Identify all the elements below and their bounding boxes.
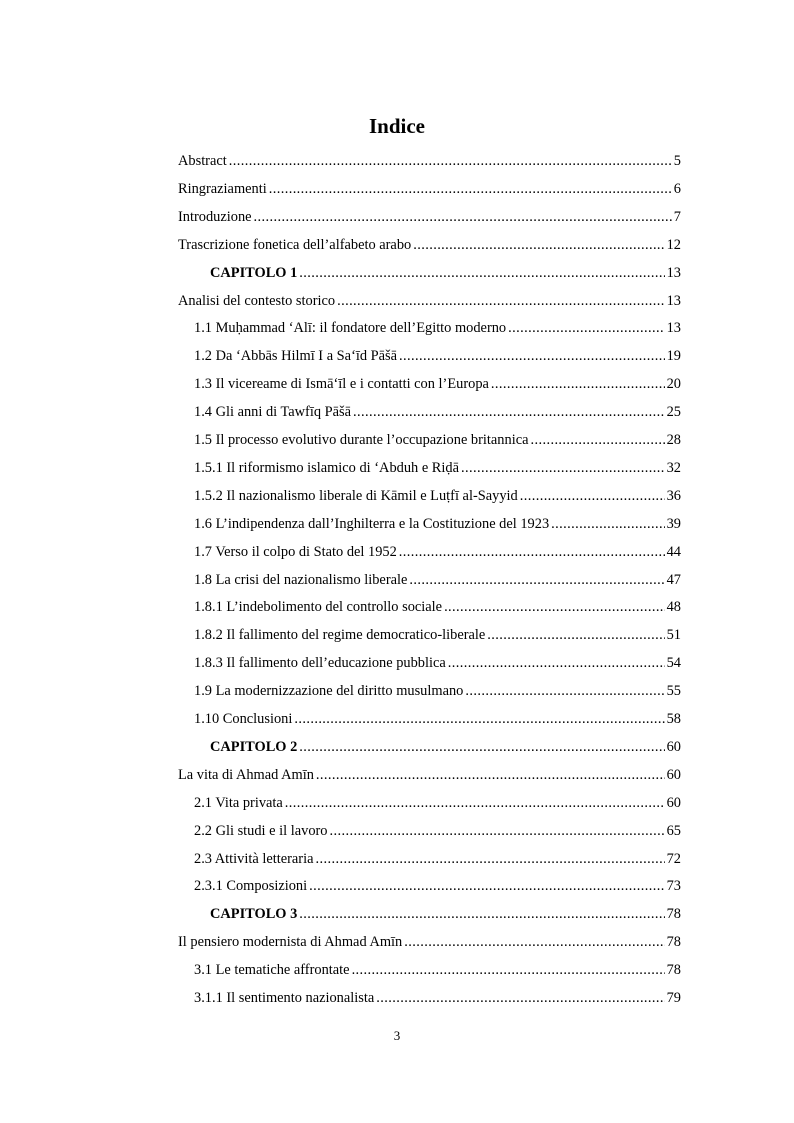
toc-entry-page: 72 — [666, 850, 681, 867]
toc-dot-leader — [399, 542, 665, 562]
toc-entry-page: 28 — [666, 432, 681, 448]
toc-entry-label: 3.1 Le tematiche affrontate — [194, 962, 350, 979]
toc-dot-leader — [413, 235, 664, 255]
toc-entry-page: 48 — [666, 599, 681, 616]
toc-entry[interactable] — [194, 597, 681, 617]
toc-entry[interactable] — [178, 151, 681, 171]
toc-dot-leader — [461, 458, 665, 478]
toc-entry-label: CAPITOLO 2 — [210, 738, 298, 755]
toc-dot-leader — [229, 151, 672, 171]
toc-dot-leader — [330, 821, 665, 841]
toc-entry-label: Introduzione — [178, 208, 252, 225]
toc-entry-page: 60 — [666, 738, 681, 755]
toc-entry[interactable] — [194, 430, 681, 450]
toc-entry-page: 65 — [666, 822, 681, 839]
toc-entry-page: 51 — [666, 627, 681, 644]
toc-entry-page: 73 — [666, 878, 681, 895]
toc-entry[interactable] — [178, 179, 681, 199]
toc-entry-label: 2.2 Gli studi e il lavoro — [194, 822, 328, 839]
toc-entry-page: 58 — [666, 711, 681, 727]
toc-dot-leader — [315, 849, 664, 869]
toc-entry[interactable] — [194, 709, 681, 729]
toc-entry-page: 44 — [666, 543, 681, 560]
toc-entry-page: 79 — [666, 990, 681, 1006]
toc-dot-leader — [299, 263, 664, 283]
toc-entry[interactable] — [194, 653, 681, 673]
toc-entry-label: 1.10 Conclusioni — [194, 711, 293, 727]
toc-entry[interactable] — [194, 849, 681, 869]
toc-dot-leader — [376, 988, 664, 1008]
toc-entry[interactable] — [210, 904, 681, 924]
toc-entry-page: 32 — [666, 459, 681, 476]
toc-entry[interactable] — [178, 235, 681, 255]
toc-entry[interactable] — [210, 737, 681, 757]
toc-dot-leader — [508, 318, 664, 338]
toc-entry-page: 25 — [666, 404, 681, 421]
page-title: Indice — [368, 114, 425, 138]
toc-entry-label: 1.3 Il vicereame di Ismāʻīl e i contatti con l’Europa — [194, 376, 489, 393]
toc-entry-page: 78 — [666, 934, 681, 951]
toc-entry-label: 1.5 Il processo evolutivo durante l’occupazione britannica — [194, 432, 529, 448]
toc-dot-leader — [465, 681, 664, 701]
toc-dot-leader — [491, 374, 665, 394]
toc-entry-page: 60 — [666, 794, 681, 811]
toc-entry-page: 13 — [666, 264, 681, 281]
toc-entry[interactable] — [178, 765, 681, 785]
toc-entry[interactable] — [194, 793, 681, 813]
toc-dot-leader — [448, 653, 665, 673]
toc-dot-leader — [337, 291, 665, 311]
toc-entry[interactable] — [178, 207, 681, 227]
toc-entry-label: 2.3.1 Composizioni — [194, 878, 308, 895]
toc-entry-page: 39 — [666, 515, 681, 532]
toc-entry-page: 12 — [666, 236, 681, 253]
toc-dot-leader — [551, 514, 664, 534]
toc-entry-label: 1.4 Gli anni di Tawfīq Pāšā — [194, 404, 352, 421]
toc-entry[interactable] — [210, 263, 681, 283]
toc-entry-page: 60 — [666, 766, 681, 783]
toc-entry-page: 78 — [666, 906, 681, 923]
toc-entry[interactable] — [194, 876, 681, 896]
toc-entry-page: 13 — [666, 292, 681, 309]
toc-entry[interactable] — [194, 821, 681, 841]
toc-dot-leader — [285, 793, 665, 813]
toc-dot-leader — [409, 570, 664, 590]
toc-entry-label: 1.8.3 Il fallimento dell’educazione pubblica — [194, 655, 446, 672]
toc-entry[interactable] — [194, 458, 681, 478]
toc-entry[interactable] — [194, 960, 681, 980]
toc-entry[interactable] — [194, 374, 681, 394]
toc-entry-page: 19 — [666, 348, 681, 365]
toc-entry-page: 7 — [673, 208, 681, 225]
toc-entry-page: 6 — [673, 180, 681, 197]
toc-entry[interactable] — [194, 318, 681, 338]
toc-entry-page: 20 — [666, 376, 681, 393]
toc-entry-label: Analisi del contesto storico — [178, 292, 336, 309]
toc-dot-leader — [444, 597, 665, 617]
toc-entry[interactable] — [178, 932, 681, 952]
toc-entry-label: 1.9 La modernizzazione del diritto musulmano — [194, 683, 464, 700]
toc-entry-page: 54 — [666, 655, 681, 672]
toc-entry-label: 1.8.2 Il fallimento del regime democratico-liberale — [194, 627, 486, 644]
toc-entry-label: 3.1.1 Il sentimento nazionalista — [194, 990, 375, 1006]
toc-entry-label: 1.2 Da ʻAbbās Hilmī I a Saʻīd Pāšā — [194, 348, 398, 365]
toc-dot-leader — [294, 709, 664, 729]
toc-entry[interactable] — [194, 346, 681, 366]
toc-entry-label: 2.3 Attività letteraria — [194, 850, 314, 867]
toc-entry-label: 1.5.1 Il riformismo islamico di ʻAbduh e Riḍā — [194, 459, 459, 476]
toc-entry-label: 2.1 Vita privata — [194, 794, 283, 811]
toc-entry-label: 1.8.1 L’indebolimento del controllo sociale — [194, 599, 443, 616]
toc-dot-leader — [309, 876, 664, 896]
toc-entry-label: CAPITOLO 1 — [210, 264, 298, 281]
toc-entry-page: 36 — [666, 487, 681, 504]
toc-entry-label: Ringraziamenti — [178, 180, 267, 197]
toc-entry-label: 1.8 La crisi del nazionalismo liberale — [194, 571, 408, 588]
toc-entry[interactable] — [194, 402, 681, 422]
toc-entry-label: Abstract — [178, 153, 227, 169]
toc-entry[interactable] — [194, 542, 681, 562]
toc-entry-page: 47 — [666, 571, 681, 588]
toc-dot-leader — [520, 486, 665, 506]
toc-dot-leader — [353, 402, 665, 422]
toc-dot-leader — [254, 207, 672, 227]
toc-dot-leader — [316, 765, 665, 785]
toc-entry-label: 1.7 Verso il colpo di Stato del 1952 — [194, 543, 397, 560]
toc-dot-leader — [269, 179, 672, 199]
page-number: 3 — [393, 1028, 401, 1043]
toc-dot-leader — [530, 430, 664, 450]
toc-entry-page: 55 — [666, 683, 681, 700]
toc-entry-label: 1.1 Muḥammad ʻAlī: il fondatore dell’Egitto moderno — [194, 320, 507, 337]
toc-entry[interactable] — [194, 514, 681, 534]
toc-entry-label: CAPITOLO 3 — [210, 906, 298, 923]
toc-entry-label: La vita di Ahmad Amīn — [178, 766, 314, 783]
toc-entry[interactable] — [194, 570, 681, 590]
toc-entry-page: 78 — [666, 962, 681, 979]
toc-dot-leader — [487, 625, 664, 645]
toc-dot-leader — [399, 346, 665, 366]
toc-dot-leader — [404, 932, 664, 952]
toc-entry[interactable] — [178, 291, 681, 311]
toc-entry-label: Il pensiero modernista di Ahmad Amīn — [178, 934, 403, 951]
toc-entry[interactable] — [194, 988, 681, 1008]
toc-entry-label: Trascrizione fonetica dell’alfabeto arabo — [178, 236, 412, 253]
toc-entry-label: 1.6 L’indipendenza dall’Inghilterra e la Costituzione del 1923 — [194, 515, 550, 532]
toc-entry[interactable] — [194, 625, 681, 645]
toc-dot-leader — [299, 904, 664, 924]
toc-entry[interactable] — [194, 486, 681, 506]
toc-entry[interactable] — [194, 681, 681, 701]
toc-dot-leader — [299, 737, 664, 757]
toc-entry-label: 1.5.2 Il nazionalismo liberale di Kāmil e Luṭfī al-Sayyid — [194, 487, 518, 504]
toc-dot-leader — [352, 960, 665, 980]
toc-entry-page: 5 — [673, 153, 681, 169]
toc-entry-page: 13 — [666, 320, 681, 337]
